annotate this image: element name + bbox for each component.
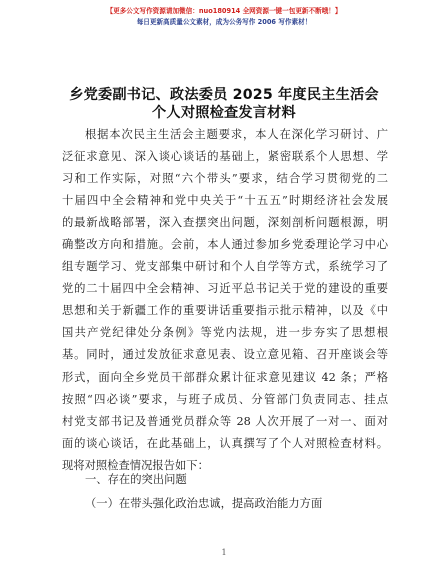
body-paragraph [62, 124, 388, 477]
subsection-heading: （一）在带头强化政治忠诚，提高政治能力方面 [85, 497, 323, 510]
paragraph-line: 党的二十届四中全会精神、习近平总书记关于党的建设的重要 [62, 282, 388, 296]
paragraph-line: 思想和关于新疆工作的重要讲话重要指示批示精神，以及《中 [62, 304, 388, 318]
paragraph-line: 形式，面向全乡党员干部群众累计征求意见建议 42 条；严格 [62, 370, 388, 384]
section-heading: 一、存在的突出问题 [85, 473, 187, 486]
paragraph-line: 十届四中全会精神和党中央关于“十五五”时期经济社会发展 [62, 194, 388, 208]
paragraph-line: 国共产党纪律处分条例》等党内法规，进一步夯实了思想根 [62, 326, 388, 340]
paragraph-line: 现将对照检查情况报告如下： [62, 458, 209, 472]
paragraph-line: 基。同时，通过发放征求意见表、设立意见箱、召开座谈会等 [62, 348, 388, 362]
document-title-line-1: 乡党委副书记、政法委员 2025 年度民主生活会 [69, 87, 379, 103]
paragraph-line: 泛征求意见、深入谈心谈话的基础上，紧密联系个人思想、学 [62, 150, 388, 164]
promo-banner-line-2: 每日更新高质量公文素材，成为公务写作 2006 写作素材！ [136, 18, 312, 26]
paragraph-line: 村党支部书记及普通党员群众等 28 人次开展了一对一、面对 [62, 414, 388, 428]
paragraph-line: 按照“四必谈”要求，与班子成员、分管部门负责同志、挂点 [62, 392, 388, 406]
paragraph-line: 根据本次民主生活会主题要求，本人在深化学习研讨、广 [85, 128, 388, 141]
paragraph-line: 面的谈心谈话，在此基础上，认真撰写了个人对照检查材料。 [62, 436, 388, 450]
paragraph-line: 组专题学习、党支部集中研讨和个人自学等方式，系统学习了 [62, 260, 388, 274]
page-number: 1 [221, 548, 227, 557]
promo-banner-line-1: 【更多公文写作资源请加微信：nuo180914 全网资源一键一包更新不断哦！】 [106, 7, 342, 15]
paragraph-line: 的最新战略部署，深入查摆突出问题，深刻剖析问题根源，明 [62, 216, 388, 230]
document-title-line-2: 个人对照检查发言材料 [152, 105, 296, 121]
paragraph-line: 习和工作实际，对照“六个带头”要求，结合学习贯彻党的二 [62, 172, 388, 186]
paragraph-line: 确整改方向和措施。会前，本人通过参加乡党委理论学习中心 [62, 238, 388, 252]
